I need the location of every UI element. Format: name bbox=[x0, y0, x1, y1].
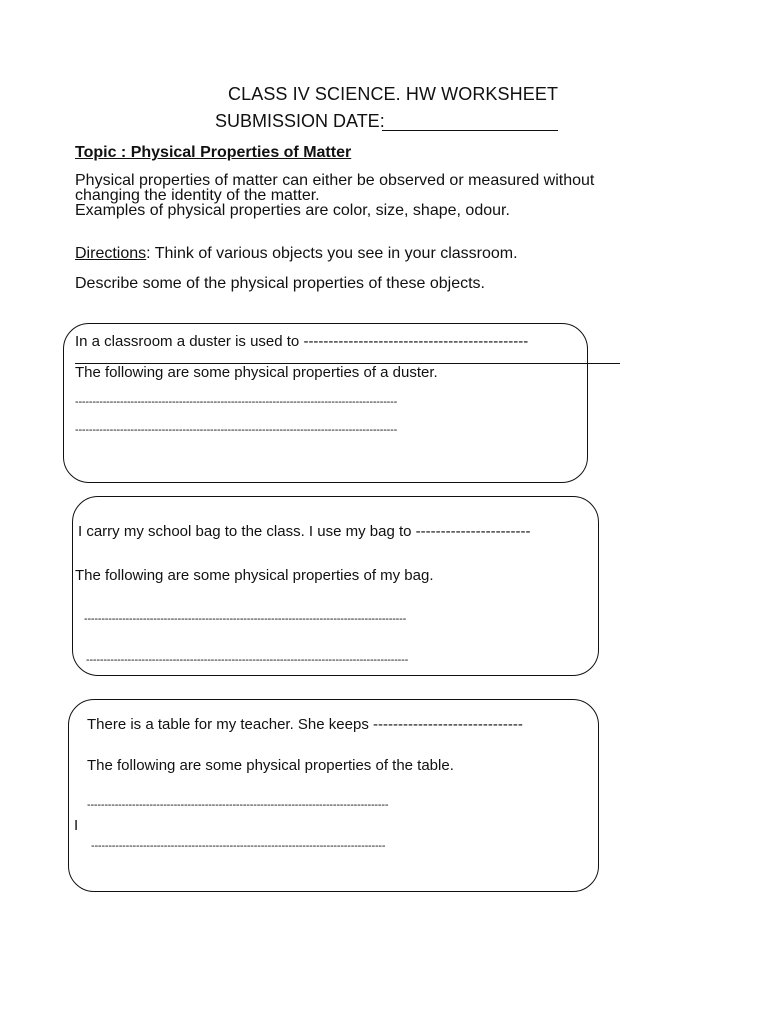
directions-label: Directions bbox=[75, 245, 147, 262]
topic-heading: Topic : Physical Properties of Matter bbox=[75, 144, 352, 161]
duster-properties-prompt: The following are some physical properties of a duster. bbox=[75, 364, 438, 381]
stray-character: I bbox=[74, 817, 79, 834]
duster-prompt: In a classroom a duster is used to --------------------------------------------- bbox=[75, 333, 529, 350]
bag-properties-prompt: The following are some physical properties of my bag. bbox=[75, 567, 434, 584]
bag-answer-line-1: --------------------------------------------------------------------------------------------- bbox=[84, 613, 407, 625]
table-properties-prompt: The following are some physical properties of the table. bbox=[87, 757, 454, 774]
directions-body: : Think of various objects you see in your classroom. bbox=[146, 245, 518, 262]
intro-line-1: Physical properties of matter can either be observed or measured without bbox=[75, 172, 595, 189]
table-prompt: There is a table for my teacher. She keeps ------------------------------ bbox=[87, 716, 523, 733]
intro-line-2: changing the identity of the matter. bbox=[75, 187, 320, 204]
intro-line-3: Examples of physical properties are color, size, shape, odour. bbox=[75, 202, 510, 219]
duster-answer-line-1: --------------------------------------------------------------------------------------------- bbox=[75, 396, 398, 408]
bag-prompt: I carry my school bag to the class. I use my bag to ----------------------- bbox=[78, 523, 531, 540]
describe-instruction: Describe some of the physical properties of these objects. bbox=[75, 275, 485, 292]
duster-answer-line-2: --------------------------------------------------------------------------------------------- bbox=[75, 424, 398, 436]
submission-date-label: SUBMISSION DATE: bbox=[215, 111, 385, 131]
worksheet-title: CLASS IV SCIENCE. HW WORKSHEET bbox=[228, 84, 559, 104]
submission-date-line bbox=[382, 130, 558, 131]
directions-text bbox=[75, 246, 518, 262]
table-answer-line-2: ------------------------------------------------------------------------------------- bbox=[91, 840, 386, 852]
bag-answer-line-2: --------------------------------------------------------------------------------------------- bbox=[86, 654, 409, 666]
table-answer-line-1: --------------------------------------------------------------------------------------- bbox=[87, 799, 389, 811]
